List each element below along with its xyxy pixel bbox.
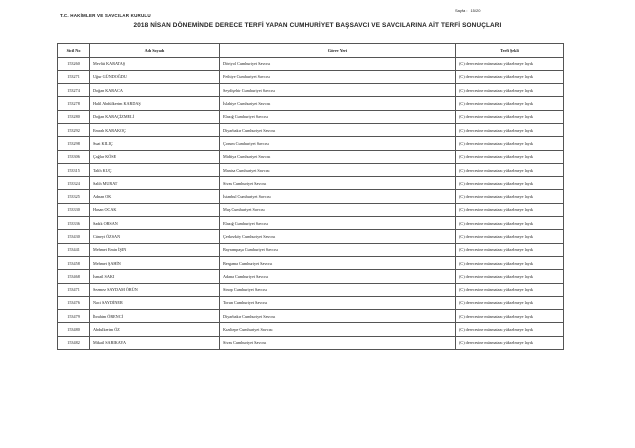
page-number: 15/20 bbox=[470, 8, 481, 13]
name-cell: Naci SAYDİNER bbox=[90, 296, 220, 309]
status-cell: (C) derecesine müsmatazı yükselmeye layık bbox=[456, 296, 564, 309]
name-cell: Sezmez SAYDAM ÖRÜN bbox=[90, 283, 220, 296]
status-cell: (C) derecesine müsmatazı yükselmeye layık bbox=[456, 57, 564, 70]
organization-name: T.C. HAKİMLER VE SAVCILAR KURULU bbox=[60, 13, 151, 18]
status-cell: (C) derecesine müsmatazı yükselmeye layık bbox=[456, 283, 564, 296]
column-header-status: Terfi Şekli bbox=[456, 44, 564, 58]
sicil-cell: 153458 bbox=[58, 256, 90, 269]
sicil-cell: 153271 bbox=[58, 70, 90, 83]
table-row bbox=[58, 150, 564, 163]
name-cell: Çağlar KÖSE bbox=[90, 150, 220, 163]
status-cell: (C) derecesine müsmatazı yükselmeye layık bbox=[456, 84, 564, 97]
sicil-cell: 153336 bbox=[58, 217, 90, 230]
table-row bbox=[58, 57, 564, 70]
status-cell: (C) derecesine müsmatazı yükselmeye layık bbox=[456, 190, 564, 203]
name-cell: Doğan KARACA bbox=[90, 84, 220, 97]
status-cell: (C) derecesine müsmatazı yükselmeye layık bbox=[456, 243, 564, 256]
status-cell: (C) derecesine müsmatazı yükselmeye layık bbox=[456, 203, 564, 216]
table-row bbox=[58, 283, 564, 296]
status-cell: (C) derecesine müsmatazı yükselmeye layık bbox=[456, 323, 564, 336]
place-cell: İslahiye Cumhuriyet Savcısı bbox=[220, 97, 456, 110]
place-cell: Çorum Cumhuriyet Savcısı bbox=[220, 137, 456, 150]
place-cell: Muş Cumhuriyet Savcısı bbox=[220, 203, 456, 216]
status-cell: (C) derecesine müsmatazı yükselmeye layık bbox=[456, 110, 564, 123]
status-cell: (C) derecesine müsmatazı yükselmeye layık bbox=[456, 256, 564, 269]
name-cell: Abdulkerim ÖZ bbox=[90, 323, 220, 336]
sicil-cell: 153325 bbox=[58, 190, 90, 203]
sicil-cell: 153330 bbox=[58, 203, 90, 216]
name-cell: İbrahim ÖRENCİ bbox=[90, 310, 220, 323]
table-row bbox=[58, 243, 564, 256]
name-cell: Hasan OCAK bbox=[90, 203, 220, 216]
table-row bbox=[58, 190, 564, 203]
name-cell: Suat KILIÇ bbox=[90, 137, 220, 150]
place-cell: Bergama Cumhuriyet Savcısı bbox=[220, 256, 456, 269]
table-row bbox=[58, 217, 564, 230]
table-header-row bbox=[58, 44, 564, 58]
name-cell: Halil Abdülkerim KARDAŞ bbox=[90, 97, 220, 110]
sicil-cell: 153468 bbox=[58, 270, 90, 283]
name-cell: Sadık ORSAN bbox=[90, 217, 220, 230]
status-cell: (C) derecesine müsmatazı yükselmeye layık bbox=[456, 217, 564, 230]
table-row bbox=[58, 70, 564, 83]
sicil-cell: 153278 bbox=[58, 97, 90, 110]
column-header-sicil: Sicil No bbox=[58, 44, 90, 58]
status-cell: (C) derecesine müsmatazı yükselmeye layık bbox=[456, 123, 564, 136]
sicil-cell: 153471 bbox=[58, 283, 90, 296]
place-cell: Bayrampaşa Cumhuriyet Savcısı bbox=[220, 243, 456, 256]
table-row bbox=[58, 270, 564, 283]
name-cell: Doğan KARAÇİZMELİ bbox=[90, 110, 220, 123]
place-cell: İstanbul Cumhuriyet Savcısı bbox=[220, 190, 456, 203]
sicil-cell: 153480 bbox=[58, 323, 90, 336]
name-cell: İsmail SAKI bbox=[90, 270, 220, 283]
place-cell: Seydişehir Cumhuriyet Savcısı bbox=[220, 84, 456, 97]
sicil-cell: 153476 bbox=[58, 296, 90, 309]
column-header-name: Adı Soyadı bbox=[90, 44, 220, 58]
place-cell: Torun Cumhuriyet Savcısı bbox=[220, 296, 456, 309]
status-cell: (C) derecesine müsmatazı yükselmeye layık bbox=[456, 177, 564, 190]
place-cell: Manisa Cumhuriyet Savcısı bbox=[220, 163, 456, 176]
sicil-cell: 153280 bbox=[58, 110, 90, 123]
table-row bbox=[58, 137, 564, 150]
results-table bbox=[57, 43, 564, 350]
name-cell: Mehmet Emin İŞIN bbox=[90, 243, 220, 256]
place-cell: Kızıltepe Cumhuriyet Savcısı bbox=[220, 323, 456, 336]
name-cell: Talih KUÇ bbox=[90, 163, 220, 176]
page-label: Sayfa : bbox=[455, 8, 468, 13]
table-row bbox=[58, 230, 564, 243]
sicil-cell: 153324 bbox=[58, 177, 90, 190]
status-cell: (C) derecesine müsmatazı yükselmeye layık bbox=[456, 150, 564, 163]
status-cell: (C) derecesine müsmatazı yükselmeye layık bbox=[456, 270, 564, 283]
sicil-cell: 153315 bbox=[58, 163, 90, 176]
place-cell: Sivas Cumhuriyet Savcısı bbox=[220, 177, 456, 190]
place-cell: Sivas Cumhuriyet Savcısı bbox=[220, 336, 456, 349]
place-cell: Elazığ Cumhuriyet Savcısı bbox=[220, 110, 456, 123]
place-cell: Diyarbakır Cumhuriyet Savcısı bbox=[220, 310, 456, 323]
status-cell: (C) derecesine müsmatazı yükselmeye layık bbox=[456, 70, 564, 83]
name-cell: Adnan OK bbox=[90, 190, 220, 203]
table-row bbox=[58, 110, 564, 123]
name-cell: Mehmet ŞAHİN bbox=[90, 256, 220, 269]
status-cell: (C) derecesine müsmatazı yükselmeye layık bbox=[456, 310, 564, 323]
place-cell: Adana Cumhuriyet Savcısı bbox=[220, 270, 456, 283]
table-row bbox=[58, 203, 564, 216]
status-cell: (C) derecesine müsmatazı yükselmeye layık bbox=[456, 230, 564, 243]
column-header-place: Görev Yeri bbox=[220, 44, 456, 58]
status-cell: (C) derecesine müsmatazı yükselmeye layık bbox=[456, 163, 564, 176]
name-cell: Mikail SARIKAYA bbox=[90, 336, 220, 349]
table-row bbox=[58, 296, 564, 309]
document-title: 2018 NİSAN DÖNEMİNDE DERECE TERFİ YAPAN CUMHURİYET BAŞSAVCI VE SAVCILARINA AİT TERFİ SONUÇLARI bbox=[133, 22, 502, 29]
place-cell: Dörtyol Cumhuriyet Savcısı bbox=[220, 57, 456, 70]
sicil-cell: 153441 bbox=[58, 243, 90, 256]
status-cell: (C) derecesine müsmatazı yükselmeye layık bbox=[456, 336, 564, 349]
name-cell: Uğur GÜNDOĞDU bbox=[90, 70, 220, 83]
table-row bbox=[58, 84, 564, 97]
sicil-cell: 153274 bbox=[58, 84, 90, 97]
place-cell: Fethiye Cumhuriyet Savcısı bbox=[220, 70, 456, 83]
table-row bbox=[58, 310, 564, 323]
page-indicator bbox=[455, 8, 483, 13]
status-cell: (C) derecesine müsmatazı yükselmeye layık bbox=[456, 97, 564, 110]
name-cell: Salih MURAT bbox=[90, 177, 220, 190]
table-row bbox=[58, 177, 564, 190]
name-cell: Cüneyt ÖZSAN bbox=[90, 230, 220, 243]
table-row bbox=[58, 123, 564, 136]
status-cell: (C) derecesine müsmatazı yükselmeye layık bbox=[456, 137, 564, 150]
table-row bbox=[58, 256, 564, 269]
place-cell: Çerkezköy Cumhuriyet Savcısı bbox=[220, 230, 456, 243]
table-row bbox=[58, 97, 564, 110]
sicil-cell: 153482 bbox=[58, 336, 90, 349]
name-cell: Emrah KARAKOÇ bbox=[90, 123, 220, 136]
place-cell: Midtiya Cumhuriyet Savcısı bbox=[220, 150, 456, 163]
table-row bbox=[58, 323, 564, 336]
name-cell: Mevlüt KARATAŞ bbox=[90, 57, 220, 70]
sicil-cell: 153260 bbox=[58, 57, 90, 70]
table-row bbox=[58, 163, 564, 176]
place-cell: Sinop Cumhuriyet Savcısı bbox=[220, 283, 456, 296]
sicil-cell: 153479 bbox=[58, 310, 90, 323]
sicil-cell: 153292 bbox=[58, 123, 90, 136]
table-row bbox=[58, 336, 564, 349]
place-cell: Elazığ Cumhuriyet Savcısı bbox=[220, 217, 456, 230]
sicil-cell: 153430 bbox=[58, 230, 90, 243]
sicil-cell: 153306 bbox=[58, 150, 90, 163]
sicil-cell: 153298 bbox=[58, 137, 90, 150]
place-cell: Diyarbakır Cumhuriyet Savcısı bbox=[220, 123, 456, 136]
